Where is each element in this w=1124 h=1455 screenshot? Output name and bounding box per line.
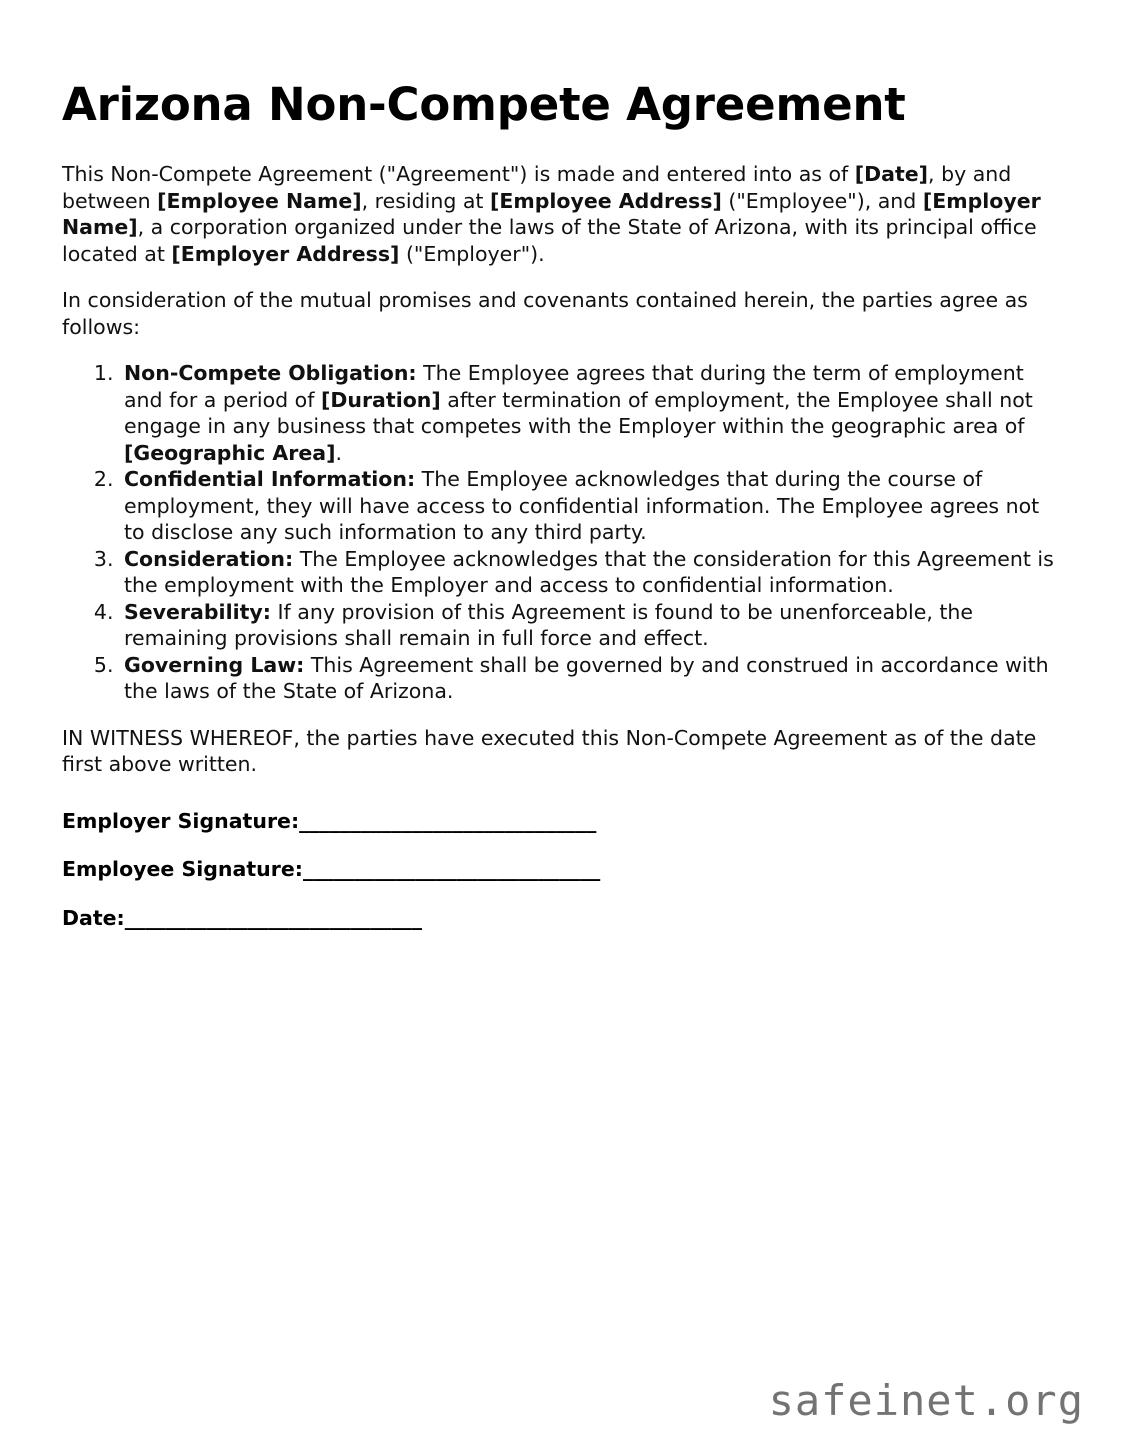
signature-row <box>62 808 1054 835</box>
clause-body: The Employee agrees that during the term of employment and for a period of [Duration] after termination of employment, the Employee shall not engage in any business that competes with the Employer within the geographic area of [Geographic Area]. <box>124 361 1033 465</box>
clause-body: If any provision of this Agreement is found to be unenforceable, the remaining provisions shall remain in full force and effect. <box>124 599 974 651</box>
signature-block <box>62 808 1054 932</box>
clause-item <box>120 546 1054 599</box>
signature-label: Employee Signature: <box>62 857 303 882</box>
signature-line[interactable]: _____________________________ <box>299 808 597 833</box>
clause-item <box>120 466 1054 546</box>
clause-item <box>120 360 1054 466</box>
clause-list <box>62 360 1054 705</box>
signature-line[interactable]: _____________________________ <box>302 857 601 882</box>
clause-body: The Employee acknowledges that during the course of employment, they will have access to confidential information. The Employee agrees not to disclose any such information to any third party. <box>124 467 1040 545</box>
clause-item <box>120 652 1054 705</box>
clause-term: Severability: <box>124 599 271 624</box>
clause-term: Confidential Information: <box>124 467 416 492</box>
consideration-paragraph: In consideration of the mutual promises and covenants contained herein, the parties agree as follows: <box>62 288 1028 339</box>
clause-term: Consideration: <box>124 546 294 571</box>
signature-label: Date: <box>62 905 125 930</box>
intro-paragraph: This Non-Compete Agreement ("Agreement") is made and entered into as of [Date], by and between [Employee Name], residing at [Employee Address] ("Employee"), and [Employer Name], a corporation organized under the laws of the State of Arizona, with its principal office located at [Employer Address] ("Employer"). <box>62 162 1041 266</box>
page-title: Arizona Non-Compete Agreement <box>62 78 906 131</box>
watermark: safeinet.org <box>768 1376 1084 1425</box>
signature-label: Employer Signature: <box>62 808 300 833</box>
clause-body: This Agreement shall be governed by and construed in accordance with the laws of the State of Arizona. <box>124 652 1049 704</box>
signature-row <box>62 856 1054 883</box>
clause-term: Non-Compete Obligation: <box>124 361 417 386</box>
witness-paragraph: IN WITNESS WHEREOF, the parties have executed this Non-Compete Agreement as of the date first above written. <box>62 725 1037 777</box>
clause-body: The Employee acknowledges that the consideration for this Agreement is the employment with the Employer and access to confidential information. <box>124 546 1054 598</box>
clause-term: Governing Law: <box>124 652 305 677</box>
signature-line[interactable]: _____________________________ <box>124 905 423 930</box>
signature-row <box>62 905 1054 932</box>
clause-item <box>120 599 1054 652</box>
